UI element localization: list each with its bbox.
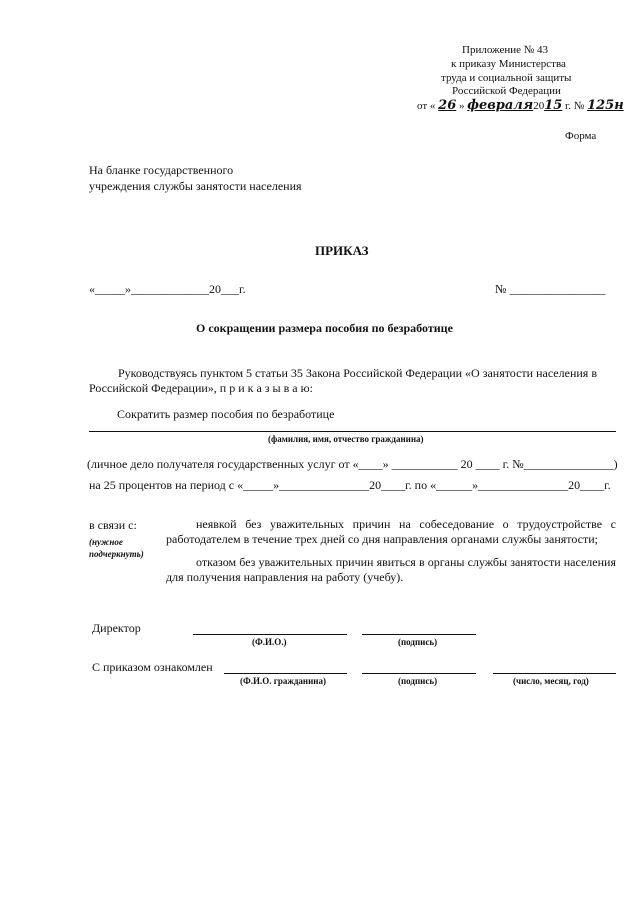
blank-line-2: учреждения службы занятости населения [89, 179, 302, 193]
director-sign-caption: (подпись) [398, 637, 438, 647]
order-subject: О сокращении размера пособия по безработице [196, 321, 453, 335]
reduce-text: Сократить размер пособия по безработице [117, 407, 335, 421]
order-number: № ________________ [495, 282, 606, 296]
preamble-line-1: Руководствуясь пунктом 5 статьи 35 Закона Российской Федерации «О занятости населения в [118, 366, 597, 380]
acquainted-label: С приказом ознакомлен [92, 660, 213, 674]
fio-line [89, 431, 616, 432]
annex-date-prefix: от « [417, 100, 436, 112]
director-sign-line [362, 634, 476, 635]
date-caption: (число, месяц, год) [513, 676, 589, 686]
period: на 25 процентов на период с «_____»_______________20____г. по «______»_______________20____г. [89, 478, 611, 492]
director-fio-line [193, 634, 347, 635]
order-date: «_____»_____________20___г. [89, 282, 246, 296]
annex-line-4: Российской Федерации [452, 85, 561, 97]
citizen-sign-caption: (подпись) [398, 676, 438, 686]
reason-1-text: неявкой без уважительных причин на собеседование о трудоустройстве с работодателем в течение трех дней со дня направления органами службы занятости; [166, 517, 616, 546]
director-fio-caption: (Ф.И.О.) [252, 637, 287, 647]
annex-date-mid: » [459, 100, 465, 112]
annex-date-day: 26 [438, 98, 457, 113]
annex-date-year-suffix: г. № [565, 100, 585, 112]
blank-line-1: На бланке государственного [89, 163, 234, 177]
citizen-fio-caption: (Ф.И.О. гражданина) [240, 676, 326, 686]
annex-date-line [417, 98, 624, 113]
reason-label: в связи с: [89, 518, 137, 532]
annex-line-3: труда и социальной защиты [441, 72, 572, 84]
personal-case: (личное дело получателя государственных услуг от «____» ___________ 20 ____ г. №_______________) [87, 457, 618, 471]
citizen-fio-line [224, 673, 347, 674]
annex-date-year: 15 [544, 98, 563, 113]
director-label: Директор [92, 621, 141, 635]
page-title: ПРИКАЗ [315, 243, 369, 258]
reason-note-2: подчеркнуть) [89, 549, 144, 559]
annex-date-number: 125н [587, 98, 624, 113]
preamble-line-2: Российской Федерации», п р и к а з ы в а ю: [89, 381, 313, 395]
reason-1 [166, 517, 616, 547]
reason-2 [166, 555, 616, 585]
reason-note-1: (нужное [89, 537, 123, 547]
reason-2-text: отказом без уважительных причин явиться в органы службы занятости населения для получения направления на работу (учебу). [166, 555, 616, 584]
annex-date-month: февраля [467, 98, 534, 113]
citizen-sign-line [362, 673, 476, 674]
annex-line-2: к приказу Министерства [451, 58, 566, 70]
fio-caption: (фамилия, имя, отчество гражданина) [268, 434, 424, 444]
date-line [493, 673, 616, 674]
annex-line-1: Приложение № 43 [462, 44, 549, 56]
annex-date-year-prefix: 20 [533, 100, 545, 112]
form-label: Форма [565, 130, 597, 142]
